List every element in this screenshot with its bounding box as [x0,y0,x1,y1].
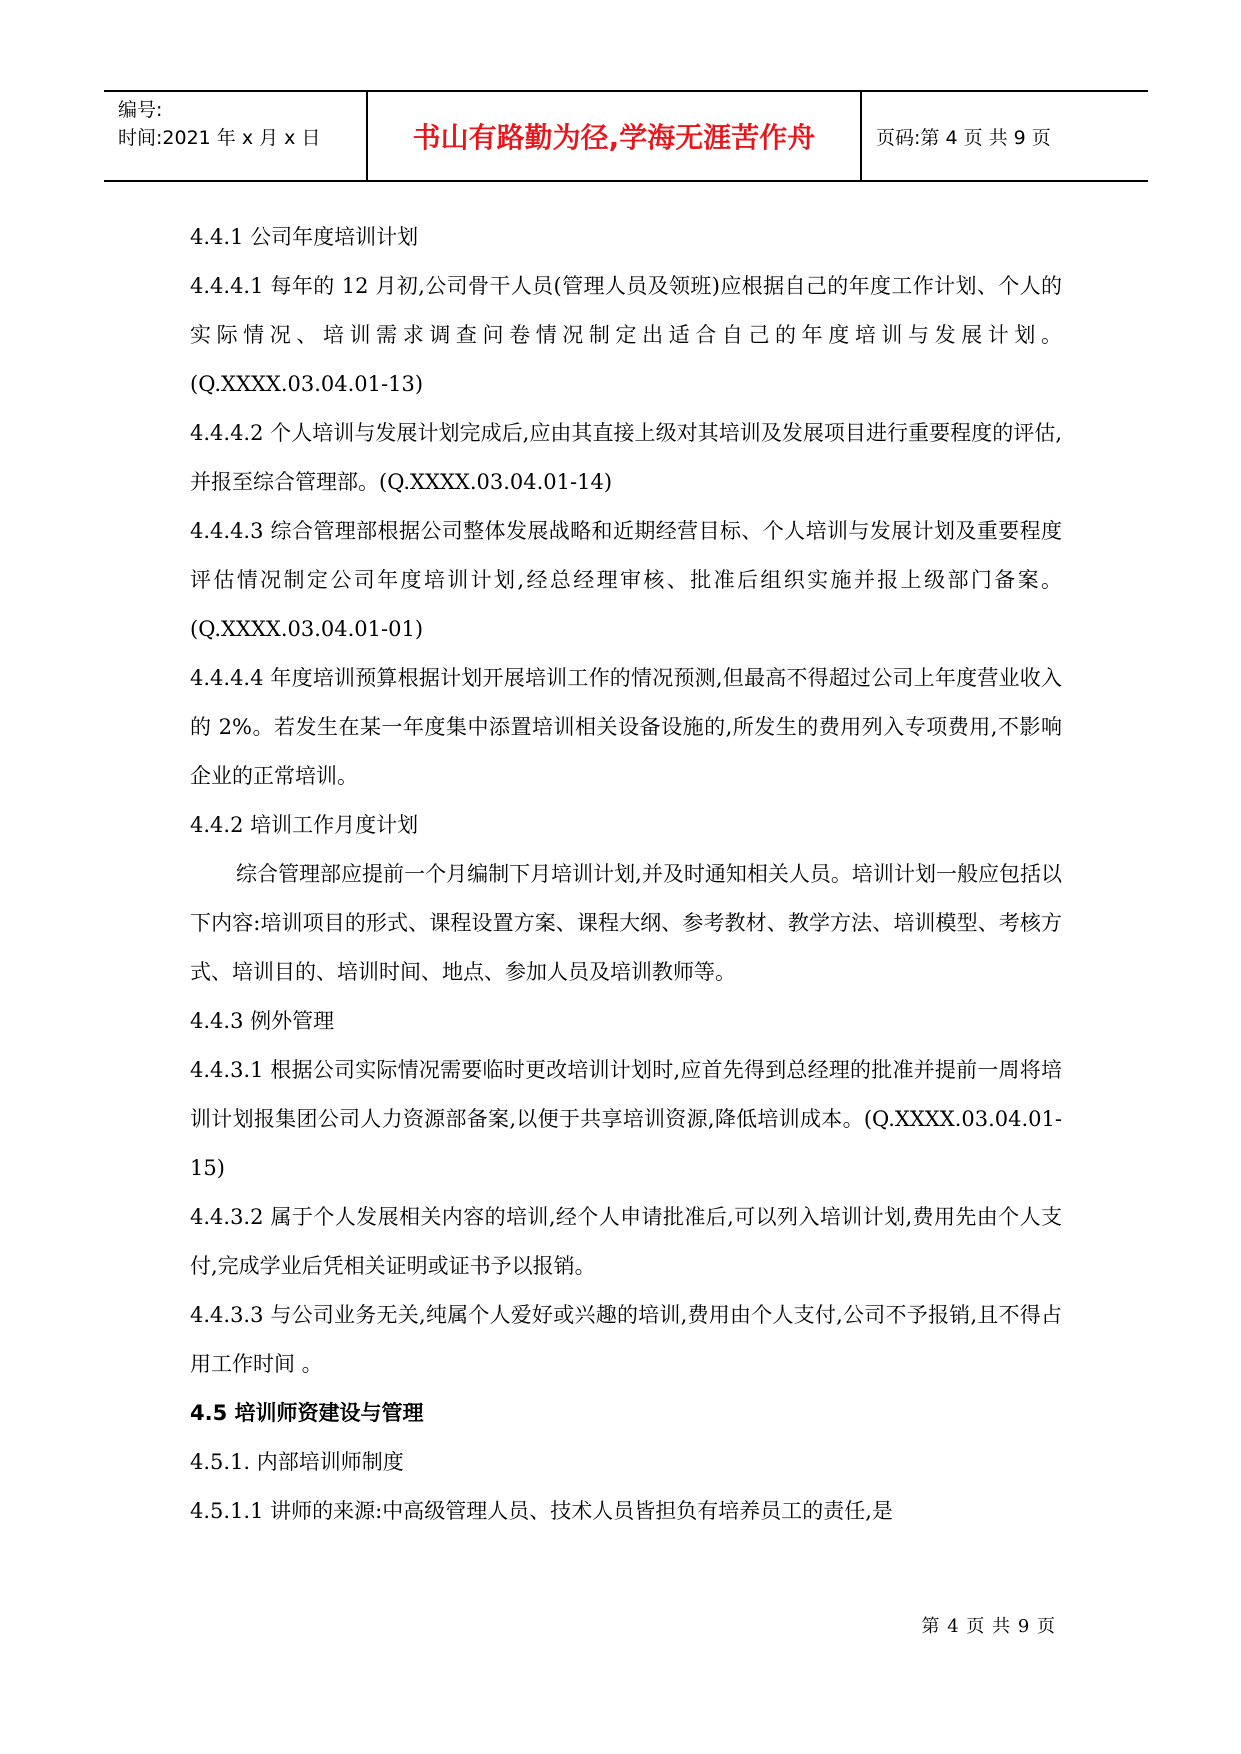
paragraph: 4.4.3.2 属于个人发展相关内容的培训,经个人申请批准后,可以列入培训计划,费用先由个人支付,完成学业后凭相关证明或证书予以报销。 [190,1205,1062,1278]
paragraph: 4.4.3.3 与公司业务无关,纯属个人爱好或兴趣的培训,费用由个人支付,公司不予报销,且不得占用工作时间 。 [190,1303,1062,1376]
paragraph: 4.4.4.3 综合管理部根据公司整体发展战略和近期经营目标、个人培训与发展计划及重要程度评估情况制定公司年度培训计划,经总经理审核、批准后组织实施并报上级部门备案。(Q.XXXX.03.04.01-01) [190,519,1062,641]
document-header [104,90,1148,182]
section-heading: 4.4.2 培训工作月度计划 [190,813,419,837]
paragraph: 综合管理部应提前一个月编制下月培训计划,并及时通知相关人员。培训计划一般应包括以下内容:培训项目的形式、课程设置方案、课程大纲、参考教材、教学方法、培训模型、考核方式、培训目的、培训时间、地点、参加人员及培训教师等。 [190,862,1062,984]
paragraph: 4.4.4.4 年度培训预算根据计划开展培训工作的情况预测,但最高不得超过公司上年度营业收入的 2%。若发生在某一年度集中添置培训相关设备设施的,所发生的费用列入专项费用,不影响企业的正常培训。 [190,666,1062,788]
section-heading: 4.4.3 例外管理 [190,1009,335,1033]
header-number: 编号: [118,99,163,121]
section-heading: 4.4.1 公司年度培训计划 [190,225,419,249]
section-heading: 4.5.1. 内部培训师制度 [190,1450,404,1474]
paragraph: 4.4.4.1 每年的 12 月初,公司骨干人员(管理人员及领班)应根据自己的年度工作计划、个人的实际情况、培训需求调查问卷情况制定出适合自己的年度培训与发展计划。(Q.XXXX.03.04.01-13) [190,274,1062,396]
paragraph: 4.4.3.1 根据公司实际情况需要临时更改培训计划时,应首先得到总经理的批准并提前一周将培训计划报集团公司人力资源部备案,以便于共享培训资源,降低培训成本。(Q.XXXX.03.04.01-15) [190,1058,1062,1180]
page-footer: 第 4 页 共 9 页 [921,1616,1056,1637]
document-body [190,213,1062,1536]
header-date: 时间:2021 年 x 月 x 日 [118,127,321,149]
header-page: 页码:第 4 页 共 9 页 [876,126,1051,149]
header-meta [104,92,368,180]
paragraph: 4.4.4.2 个人培训与发展计划完成后,应由其直接上级对其培训及发展项目进行重要程度的评估,并报至综合管理部。(Q.XXXX.03.04.01-14) [190,421,1062,494]
paragraph: 4.5.1.1 讲师的来源:中高级管理人员、技术人员皆担负有培养员工的责任,是 [190,1499,893,1523]
chapter-heading: 4.5 培训师资建设与管理 [190,1401,424,1425]
header-motto: 书山有路勤为径,学海无涯苦作舟 [368,92,862,180]
